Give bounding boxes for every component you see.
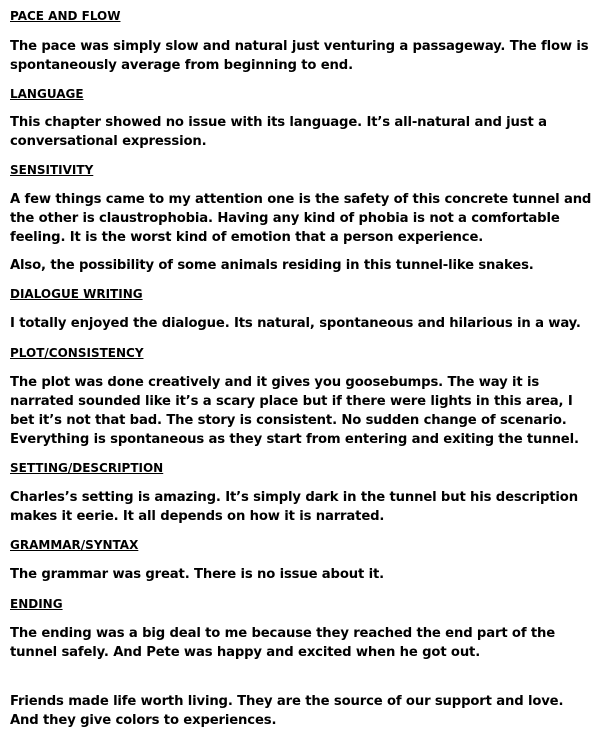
paragraph-sensitivity-1: A few things came to my attention one is the safety of this concrete tunnel and the other is claustrophobia. Having any kind of phobia is not a comfortable feeling. It is the worst kind of emotion that a person experience. <box>10 192 592 245</box>
paragraph-ending: The ending was a big deal to me because they reached the end part of the tunnel safely. And Pete was happy and excited when he got out. <box>10 626 556 660</box>
paragraph-grammar-syntax: The grammar was great. There is no issue about it. <box>10 567 384 582</box>
heading-pace-and-flow: PACE AND FLOW <box>10 9 121 23</box>
paragraph-language: This chapter showed no issue with its language. It’s all-natural and just a conversational expression. <box>10 115 547 149</box>
paragraph-plot-consistency: The plot was done creatively and it gives you goosebumps. The way it is narrated sounded like it’s a scary place but if there were lights in this area, I bet it’s not that bad. The story is consistent. No sudden change of scenario. Everything is spontaneous as they start from entering and exiting the tunnel. <box>10 375 579 447</box>
heading-plot-consistency: PLOT/CONSISTENCY <box>10 346 144 360</box>
paragraph-sensitivity-2: Also, the possibility of some animals residing in this tunnel-like snakes. <box>10 258 534 273</box>
paragraph-setting-description: Charles’s setting is amazing. It’s simply dark in the tunnel but his description makes it eerie. It all depends on how it is narrated. <box>10 490 578 524</box>
heading-ending: ENDING <box>10 597 63 611</box>
heading-language: LANGUAGE <box>10 87 84 101</box>
closing-paragraph: Friends made life worth living. They are the source of our support and love. And they give colors to experiences. <box>10 694 564 728</box>
heading-setting-description: SETTING/DESCRIPTION <box>10 461 164 475</box>
paragraph-dialogue-writing: I totally enjoyed the dialogue. Its natural, spontaneous and hilarious in a way. <box>10 316 581 331</box>
review-document <box>10 0 598 735</box>
heading-sensitivity: SENSITIVITY <box>10 163 94 177</box>
paragraph-pace-and-flow: The pace was simply slow and natural just venturing a passageway. The flow is spontaneously average from beginning to end. <box>10 39 589 73</box>
heading-dialogue-writing: DIALOGUE WRITING <box>10 287 143 301</box>
heading-grammar-syntax: GRAMMAR/SYNTAX <box>10 538 139 552</box>
